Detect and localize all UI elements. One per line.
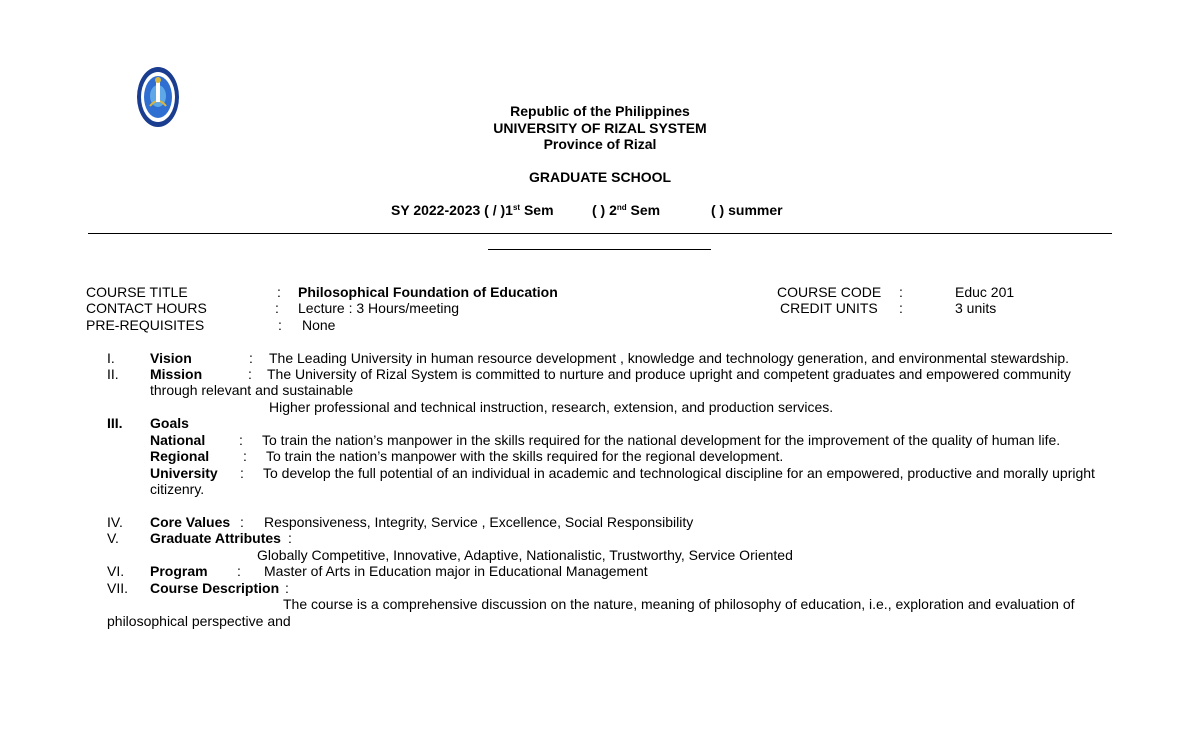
course-description-number: VII. [107,580,129,596]
program-number: VI. [107,563,125,579]
national-text: To train the nation’s manpower in the skills required for the national development for the improvement of the quality of human life. [262,432,1061,448]
graduate-attributes-number: V. [107,530,119,546]
credit-units-value: 3 units [955,300,997,316]
mission-text-line2: through relevant and sustainable [150,382,354,398]
core-values-number: IV. [107,514,123,530]
prerequisites-label: PRE-REQUISITES [86,317,205,333]
colon: : [278,317,282,333]
contact-hours-value: Lecture : 3 Hours/meeting [298,300,460,316]
sy-prefix: SY 2022-2023 ( / )1 [391,202,513,218]
university-label: University [150,465,218,481]
colon: : [243,448,247,464]
course-description-label: Course Description [150,580,280,596]
sup-second: nd [616,203,627,212]
colon: : [275,300,279,316]
course-description-line2: philosophical perspective and [107,613,291,629]
vision-text: The Leading University in human resource development , knowledge and technology generation, and environmental stewardship. [269,350,1070,366]
colon: : [288,530,292,546]
colon: : [240,465,244,481]
colon: : [249,350,253,366]
prerequisites-value: None [302,317,336,333]
regional-text: To train the nation’s manpower with the skills required for the regional development. [266,448,784,464]
goals-label: Goals [150,415,189,431]
graduate-attributes-label: Graduate Attributes [150,530,281,546]
sem-first: Sem [520,202,554,218]
national-label: National [150,432,206,448]
colon: : [899,284,903,300]
short-divider [488,249,711,250]
sup-first: st [512,203,521,212]
header-university: UNIVERSITY OF RIZAL SYSTEM [493,120,707,136]
course-title-label: COURSE TITLE [86,284,188,300]
program-text: Master of Arts in Education major in Educational Management [264,563,648,579]
vision-number: I. [107,350,115,366]
regional-label: Regional [150,448,210,464]
university-text-line2: citizenry. [150,481,205,497]
colon: : [248,366,252,382]
mission-label: Mission [150,366,203,382]
summer-option: ( ) summer [711,202,783,218]
header-divider [88,233,1112,234]
goals-number: III. [107,415,123,431]
sem-second-line [592,202,660,218]
course-description-line1: The course is a comprehensive discussion on the nature, meaning of philosophy of education, i.e., exploration and evaluation of [283,596,1075,612]
colon: : [240,514,244,530]
course-code-value: Educ 201 [955,284,1015,300]
credit-units-label: CREDIT UNITS [780,300,878,316]
program-label: Program [150,563,208,579]
colon: : [277,284,281,300]
core-values-text: Responsiveness, Integrity, Service , Excellence, Social Responsibility [264,514,694,530]
colon: : [237,563,241,579]
sem-second: Sem [626,202,661,218]
contact-hours-label: CONTACT HOURS [86,300,207,316]
mission-text-line1: The University of Rizal System is committed to nurture and produce upright and competent graduates and empowered community [267,366,1071,382]
course-code-label: COURSE CODE [777,284,882,300]
vision-label: Vision [150,350,192,366]
mission-text-line3: Higher professional and technical instruction, research, extension, and production services. [269,399,834,415]
header-province: Province of Rizal [543,136,657,152]
mission-number: II. [107,366,119,382]
colon: : [285,580,289,596]
core-values-label: Core Values [150,514,231,530]
graduate-attributes-text: Globally Competitive, Innovative, Adaptive, Nationalistic, Trustworthy, Service Oriented [257,547,793,563]
course-title-value: Philosophical Foundation of Education [298,284,558,300]
header-republic: Republic of the Philippines [510,103,690,119]
paren-second: ( ) 2 [592,202,617,218]
university-text-line1: To develop the full potential of an individual in academic and technological discipline for an empowered, productive and morally upright [263,465,1095,481]
header-school: GRADUATE SCHOOL [528,169,672,185]
colon: : [899,300,903,316]
colon: : [239,432,243,448]
school-year-line [391,202,554,218]
